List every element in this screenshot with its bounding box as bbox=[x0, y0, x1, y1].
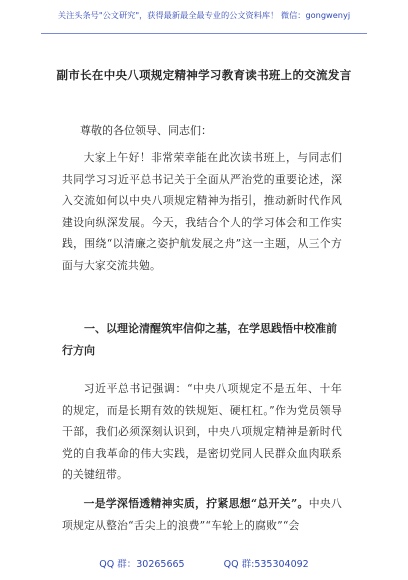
footer-qq-group-2: QQ 群:535304092 bbox=[223, 559, 309, 570]
banner-text: 关注头条号"公文研究"，获得最新最全最专业的公文资料库！ 微信：gongwenyj bbox=[57, 10, 351, 20]
document-title: 副市长在中央八项规定精神学习教育读书班上的交流发言 bbox=[56, 68, 352, 82]
point-one-text: 中央八项规定从整治“舌尖上的浪费”“车轮上的腐败”“会 bbox=[62, 497, 342, 532]
header-banner bbox=[0, 0, 408, 50]
paragraph-quote: 习近平总书记强调：“中央八项规定不是五年、十年的规定，而是长期有效的铁规矩、硬杠杠。”作为党员领导干部，我们必须深刻认识到，中央八项规定精神是新时代党的自我革命的伟大实践，是密切党同人民群众血肉联系的关键纽带。 bbox=[62, 382, 342, 481]
paragraph-intro: 大家上午好！非常荣幸能在此次读书班上，与同志们共同学习习近平总书记关于全面从严治党的重要论述，深入交流如何以中央八项规定精神为指引，推动新时代作风建设向纵深发展。今天，我结合个人的学习体会和工作实践，围绕“以清廉之姿护航发展之舟”这一主题，从三个方面与大家交流共勉。 bbox=[62, 151, 342, 272]
section-heading-1: 一、以理论清醒筑牢信仰之基，在学思践悟中校准前行方向 bbox=[62, 322, 337, 357]
footer-qq-group-1: QQ 群：30265665 bbox=[99, 559, 185, 570]
paragraph-point-one bbox=[62, 493, 342, 536]
point-one-heading: 一是学深悟透精神实质，拧紧思想“总开关”。 bbox=[83, 497, 309, 510]
salutation: 尊敬的各位领导、同志们： bbox=[80, 124, 212, 137]
header-divider bbox=[41, 33, 367, 34]
footer bbox=[0, 556, 408, 570]
